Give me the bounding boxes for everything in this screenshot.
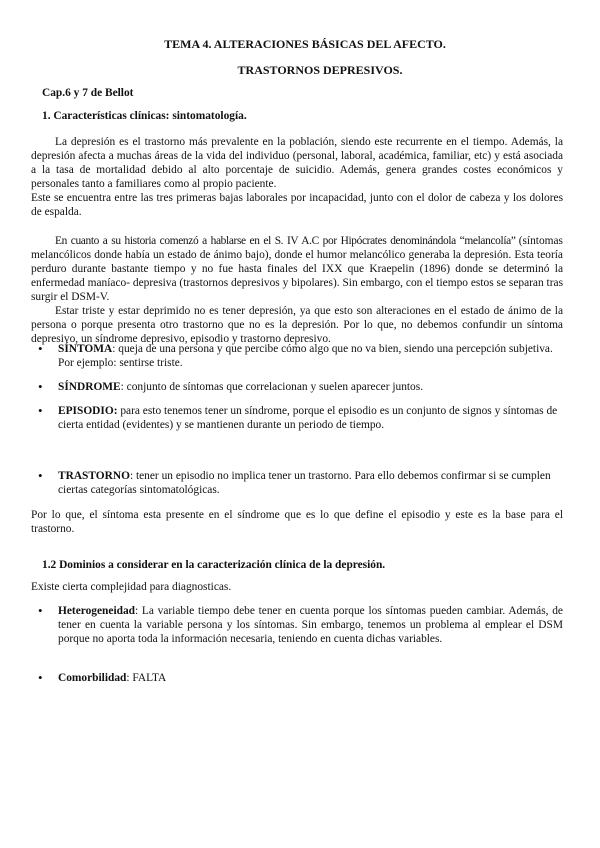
list-item-text: para esto tenemos tener un síndrome, porque el episodio es un conjunto de signos y síntomas de cierta entidad (evidentes) y se mantienen durante un periodo de tiempo. xyxy=(58,405,558,431)
list-item xyxy=(38,341,563,370)
list-item xyxy=(38,468,563,497)
list-item-text: : La variable tiempo debe tener en cuenta porque los síntomas pueden cambiar. Además, de tener en cuenta la variable persona y los síntomas. Sin embargo, tenemos un problema al emplear el DSM porque no aporta toda la información necesaria, teniendo en cuenta dichas variables. xyxy=(58,605,563,645)
paragraph-history xyxy=(31,234,563,304)
list-item-term: EPISODIO: xyxy=(58,405,118,417)
paragraph-text: Existe cierta complejidad para diagnosticas. xyxy=(31,581,232,593)
list-item-term: Comorbilidad xyxy=(58,672,127,684)
document-title: TEMA 4. ALTERACIONES BÁSICAS DEL AFECTO. xyxy=(164,37,446,51)
list-item xyxy=(38,403,563,432)
list-item-term: SÍNTOMA xyxy=(58,343,113,355)
list-item-text: : conjunto de síntomas que correlacionan y suelen aparecer juntos. xyxy=(120,381,424,393)
list-item xyxy=(38,670,563,685)
bullet-icon: • xyxy=(38,468,43,483)
list-item xyxy=(38,379,563,394)
bullet-icon: • xyxy=(38,403,43,418)
bullet-icon: • xyxy=(38,379,43,394)
list-item-term: SÍNDROME xyxy=(58,381,121,393)
list-item xyxy=(38,603,563,646)
paragraph-prevalence xyxy=(31,135,563,219)
paragraph-distinction xyxy=(31,304,563,346)
bullet-icon: • xyxy=(38,670,43,685)
paragraph-text: Por lo que, el síntoma esta presente en el síndrome que es lo que define el episodio y este es la base para el trastorno. xyxy=(31,509,563,535)
bullet-icon: • xyxy=(38,603,43,618)
list-item-text: : queja de una persona y que percibe cómo algo que no va bien, siendo una percepción subjetiva. Por ejemplo: sentirse triste. xyxy=(58,343,553,369)
document-subtitle: TRASTORNOS DEPRESIVOS. xyxy=(237,63,403,77)
list-item-text: : FALTA xyxy=(126,672,167,684)
section-1-heading: 1. Características clínicas: sintomatología. xyxy=(42,110,247,122)
paragraph-text: Estar triste y estar deprimido no es tener depresión, ya que esto son alteraciones en el estado de ánimo de la persona o porque presenta otro trastorno que no es la depresión. Por lo que, no debemos confundir un síntoma depresivo, un síndrome depresivo, episodio y trastorno depresivo. xyxy=(31,305,563,345)
paragraph-summary xyxy=(31,508,563,536)
paragraph-text: Este se encuentra entre las tres primeras bajas laborales por incapacidad, junto con el dolor de cabeza y los dolores de espalda. xyxy=(31,192,563,218)
chapter-reference: Cap.6 y 7 de Bellot xyxy=(42,87,134,99)
paragraph-complexity xyxy=(31,580,563,594)
paragraph-lead-text: En cuanto a su historia comenzó a hablarse en el S. IV A.C por Hipócrates denominándola “melancolía” xyxy=(55,235,516,247)
section-2-heading: 1.2 Dominios a considerar en la caracterización clínica de la depresión. xyxy=(42,559,386,571)
list-item-term: TRASTORNO xyxy=(58,470,130,482)
list-item-text: : tener un episodio no implica tener un trastorno. Para ello debemos confirmar si se cumplen ciertas categorías sintomatológicas. xyxy=(58,470,551,496)
bullet-icon: • xyxy=(38,341,43,356)
paragraph-text: (síntomas melancólicos donde había un estado de ánimo bajo), donde el humor melancólico generaba la depresión. Esta teoría perduro durante bastante tiempo y no fue hasta finales del IXX que Kraepelin (1896) donde se determinó la enfermedad maníaco- depresiva (trastornos depresivos y bipolares). Sin embargo, con el tiempo estos se separan tras surgir el DSM-V. xyxy=(31,235,563,303)
list-item-term: Heterogeneidad xyxy=(58,605,135,617)
paragraph-text: La depresión es el trastorno más prevalente en la población, siendo este recurrente en el tiempo. Además, la depresión afecta a muchas áreas de la vida del individuo (personal, laboral, académica, familiar, etc) y está asociada a la tasa de mortalidad debido al alto porcentaje de suicidio. Además, genera grandes costes económicos y personales tanto a familiares como al propio paciente. xyxy=(31,136,563,190)
